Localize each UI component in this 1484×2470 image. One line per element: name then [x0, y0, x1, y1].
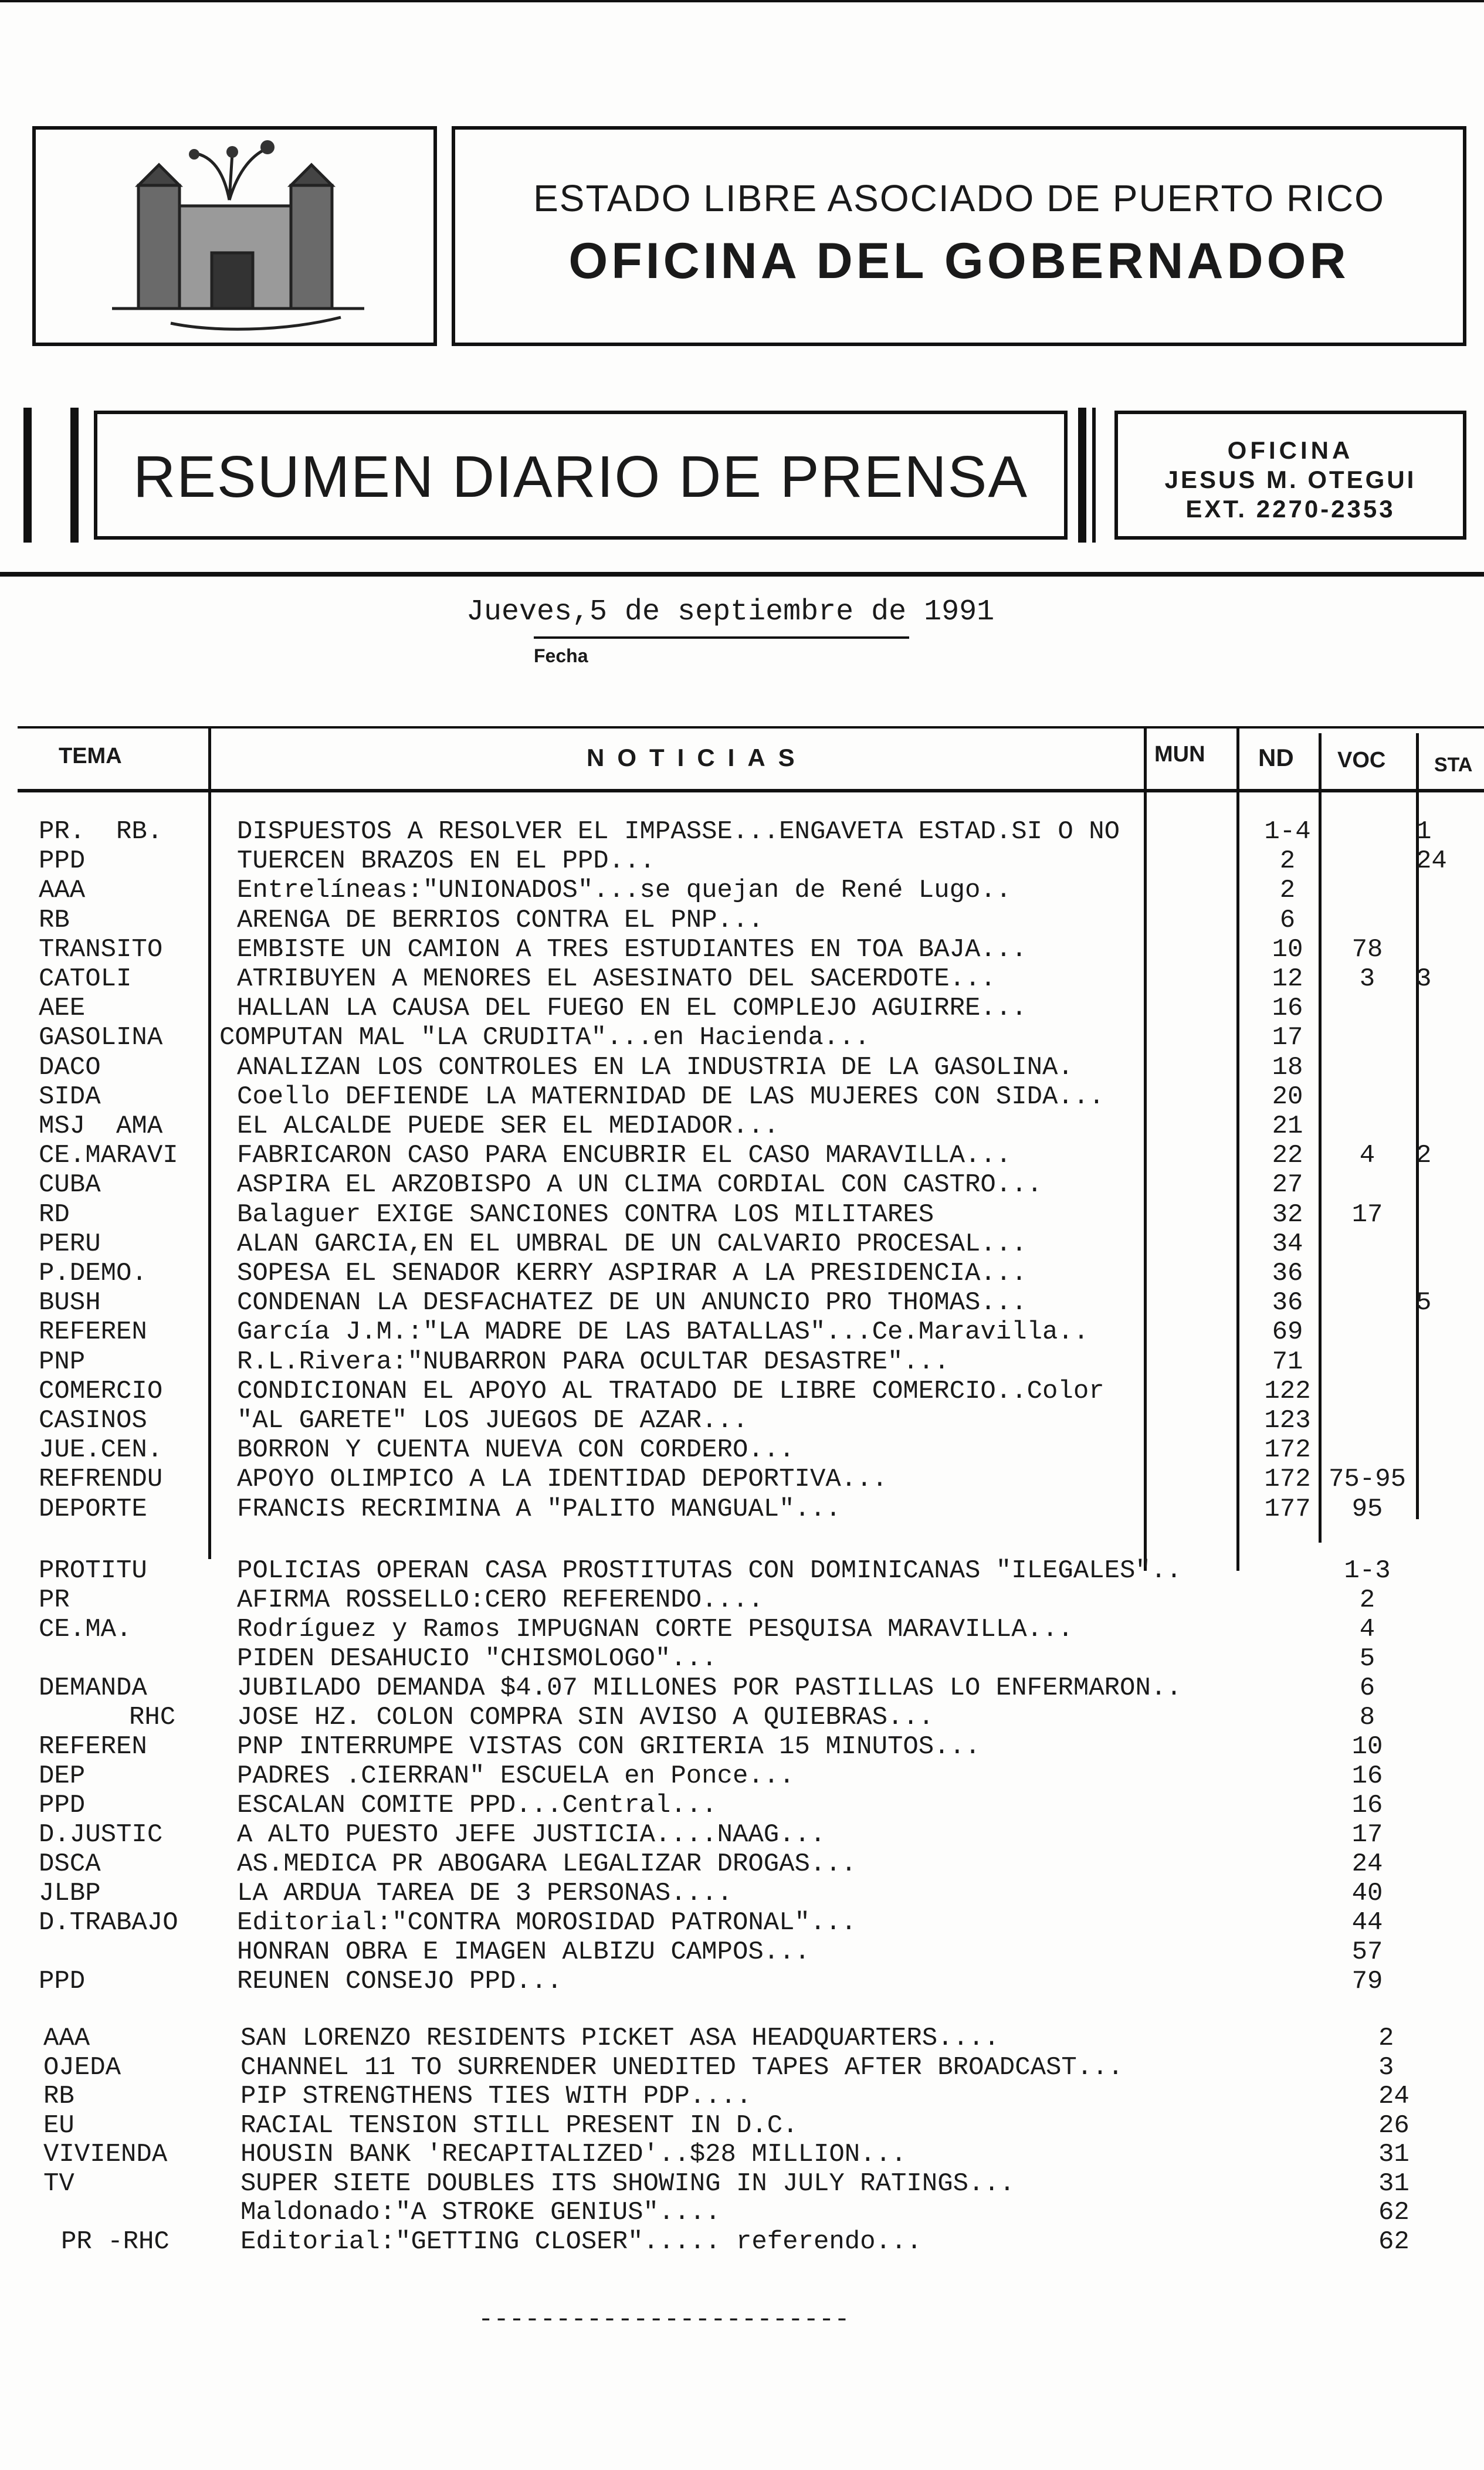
- row-tema: D.TRABAJO: [39, 1908, 178, 1937]
- table-row: [0, 1937, 1484, 1967]
- row-page: 17: [1351, 1820, 1383, 1849]
- footer-rule: ------------------------: [478, 2305, 850, 2335]
- row-tema: DEPORTE: [39, 1495, 147, 1524]
- date-label: Fecha: [534, 645, 588, 666]
- row-headline: PIP STRENGTHENS TIES WITH PDP....: [240, 2082, 752, 2111]
- table-row: [0, 2227, 1484, 2256]
- table-row: [0, 1082, 1484, 1112]
- date-value: Jueves,5 de septiembre de 1991: [466, 595, 995, 629]
- row-page: 79: [1351, 1967, 1383, 1996]
- row-nd-page: 10: [1272, 935, 1303, 964]
- row-page: 2: [1378, 2024, 1394, 2053]
- table-row: [0, 1703, 1484, 1732]
- row-headline: FRANCIS RECRIMINA A "PALITO MANGUAL"...: [237, 1495, 841, 1524]
- row-nd-page: 12: [1272, 964, 1303, 994]
- top-rule: [0, 0, 1484, 2]
- table-row: [0, 994, 1484, 1023]
- row-tema: JUE.CEN.: [39, 1435, 163, 1465]
- row-headline: Maldonado:"A STROKE GENIUS"....: [240, 2198, 721, 2227]
- table-row: [0, 1644, 1484, 1673]
- row-voc-page: 4: [1359, 1141, 1375, 1170]
- row-tema: JLBP: [39, 1879, 101, 1908]
- office-box: [1114, 411, 1466, 540]
- row-tema: OJEDA: [43, 2053, 121, 2082]
- row-tema: RHC: [129, 1703, 176, 1732]
- table-row: [0, 1673, 1484, 1703]
- row-page: 1-3: [1344, 1556, 1391, 1585]
- row-page: 40: [1351, 1879, 1383, 1908]
- row-page: 6: [1359, 1673, 1375, 1703]
- table-row: [0, 1585, 1484, 1615]
- row-headline: PIDEN DESAHUCIO "CHISMOLOGO"...: [237, 1644, 717, 1673]
- row-tema: EU: [43, 2111, 74, 2140]
- row-headline: BORRON Y CUENTA NUEVA CON CORDERO...: [237, 1435, 795, 1465]
- row-tema: REFEREN: [39, 1317, 147, 1347]
- row-tema: PPD: [39, 1791, 86, 1820]
- row-page: 44: [1351, 1908, 1383, 1937]
- row-headline: HONRAN OBRA E IMAGEN ALBIZU CAMPOS...: [237, 1937, 810, 1967]
- row-tema: AAA: [39, 876, 86, 905]
- row-headline: JUBILADO DEMANDA $4.07 MILLONES POR PASTILLAS LO ENFERMARON..: [237, 1673, 1182, 1703]
- row-nd-page: 17: [1272, 1023, 1303, 1052]
- row-nd-page: 36: [1272, 1259, 1303, 1288]
- row-headline: AS.MEDICA PR ABOGARA LEGALIZAR DROGAS...: [237, 1849, 857, 1879]
- table-row: [0, 2111, 1484, 2140]
- row-page: 31: [1378, 2140, 1410, 2169]
- row-headline: R.L.Rivera:"NUBARRON PARA OCULTAR DESASTRE"...: [237, 1347, 950, 1377]
- row-page: 57: [1351, 1937, 1383, 1967]
- row-headline: HOUSIN BANK 'RECAPITALIZED'..$28 MILLION...: [240, 2140, 907, 2169]
- row-tema: REFRENDU: [39, 1465, 163, 1494]
- row-headline: TUERCEN BRAZOS EN EL PPD...: [237, 846, 655, 876]
- table-row: [0, 1288, 1484, 1317]
- row-voc-page: 3: [1359, 964, 1375, 994]
- row-headline: ARENGA DE BERRIOS CONTRA EL PNP...: [237, 906, 764, 935]
- office-line-3: EXT. 2270-2353: [1185, 495, 1395, 523]
- table-row: [0, 1465, 1484, 1494]
- row-tema: MSJ AMA: [39, 1112, 163, 1141]
- row-tema: TV: [43, 2169, 74, 2198]
- row-tema: PR -RHC: [61, 2227, 170, 2256]
- row-page: 5: [1359, 1644, 1375, 1673]
- header-title-box: [452, 126, 1466, 346]
- row-page: 16: [1351, 1791, 1383, 1820]
- column-header-nd: ND: [1258, 744, 1294, 771]
- banner-mid-bar-1: [1078, 408, 1086, 543]
- table-row: [0, 1435, 1484, 1465]
- table-row: [0, 1908, 1484, 1937]
- row-headline: Editorial:"CONTRA MOROSIDAD PATRONAL"...: [237, 1908, 857, 1937]
- row-nd-page: 21: [1272, 1112, 1303, 1141]
- row-headline: SUPER SIETE DOUBLES ITS SHOWING IN JULY RATINGS...: [240, 2169, 1015, 2198]
- table-row: [0, 1170, 1484, 1200]
- row-headline: SOPESA EL SENADOR KERRY ASPIRAR A LA PRESIDENCIA...: [237, 1259, 1027, 1288]
- table-row: [0, 1377, 1484, 1406]
- table-row: [0, 1495, 1484, 1524]
- row-page: 3: [1378, 2053, 1394, 2082]
- row-page: 10: [1351, 1732, 1383, 1761]
- banner-mid-bar-2: [1092, 408, 1096, 543]
- row-tema: RB: [43, 2082, 74, 2111]
- row-headline: SAN LORENZO RESIDENTS PICKET ASA HEADQUARTERS....: [240, 2024, 1000, 2053]
- row-nd-page: 172: [1264, 1435, 1311, 1465]
- row-tema: PNP: [39, 1347, 86, 1377]
- row-headline: JOSE HZ. COLON COMPRA SIN AVISO A QUIEBRAS...: [237, 1703, 934, 1732]
- row-nd-page: 172: [1264, 1465, 1311, 1494]
- column-header-noticias: NOTICIAS: [587, 744, 808, 771]
- row-headline: APOYO OLIMPICO A LA IDENTIDAD DEPORTIVA...: [237, 1465, 887, 1494]
- row-nd-page: 22: [1272, 1141, 1303, 1170]
- row-sta-page: 1: [1416, 817, 1432, 846]
- row-headline: CHANNEL 11 TO SURRENDER UNEDITED TAPES AFTER BROADCAST...: [240, 2053, 1124, 2082]
- table-header-bottom-rule: [18, 789, 1484, 792]
- row-tema: CE.MARAVI: [39, 1141, 178, 1170]
- row-headline: ATRIBUYEN A MENORES EL ASESINATO DEL SACERDOTE...: [237, 964, 996, 994]
- row-tema: PERU: [39, 1229, 101, 1259]
- row-headline: POLICIAS OPERAN CASA PROSTITUTAS CON DOMINICANAS "ILEGALES"..: [237, 1556, 1182, 1585]
- emblem-box: [32, 126, 437, 346]
- row-headline: HALLAN LA CAUSA DEL FUEGO EN EL COMPLEJO AGUIRRE...: [237, 994, 1027, 1023]
- row-voc-page: 17: [1351, 1200, 1383, 1229]
- table-row: [0, 1879, 1484, 1908]
- row-tema: CUBA: [39, 1170, 101, 1200]
- row-sta-page: 5: [1416, 1288, 1432, 1317]
- row-headline: ASPIRA EL ARZOBISPO A UN CLIMA CORDIAL CON CASTRO...: [237, 1170, 1043, 1200]
- table-row: [0, 1259, 1484, 1288]
- row-tema: COMERCIO: [39, 1377, 163, 1406]
- table-header-top-rule: [18, 726, 1484, 729]
- header-line-2: OFICINA DEL GOBERNADOR: [568, 233, 1350, 289]
- date-underline: [534, 636, 909, 639]
- table-row: [0, 2024, 1484, 2053]
- row-headline: AFIRMA ROSSELLO:CERO REFERENDO....: [237, 1585, 764, 1615]
- table-row: [0, 1556, 1484, 1585]
- row-tema: PROTITU: [39, 1556, 147, 1585]
- table-row: [0, 1967, 1484, 1996]
- row-page: 2: [1359, 1585, 1375, 1615]
- row-nd-page: 18: [1272, 1053, 1303, 1082]
- row-headline: COMPUTAN MAL "LA CRUDITA"...en Hacienda...: [219, 1023, 870, 1052]
- row-tema: RB: [39, 906, 70, 935]
- table-row: [0, 1200, 1484, 1229]
- row-headline: FABRICARON CASO PARA ENCUBRIR EL CASO MARAVILLA...: [237, 1141, 1012, 1170]
- row-page: 4: [1359, 1615, 1375, 1644]
- row-nd-page: 69: [1272, 1317, 1303, 1347]
- row-tema: TRANSITO: [39, 935, 163, 964]
- table-row: [0, 876, 1484, 905]
- banner-title-box: [94, 411, 1068, 540]
- table-row: [0, 1820, 1484, 1849]
- row-headline: "AL GARETE" LOS JUEGOS DE AZAR...: [237, 1406, 748, 1435]
- table-row: [0, 906, 1484, 935]
- fortaleza-emblem-icon: [36, 130, 433, 343]
- row-tema: REFEREN: [39, 1732, 147, 1761]
- row-headline: Entrelíneas:"UNIONADOS"...se quejan de René Lugo..: [237, 876, 1012, 905]
- row-nd-page: 123: [1264, 1406, 1311, 1435]
- row-headline: PADRES .CIERRAN" ESCUELA en Ponce...: [237, 1761, 795, 1791]
- row-headline: ESCALAN COMITE PPD...Central...: [237, 1791, 717, 1820]
- row-headline: ANALIZAN LOS CONTROLES EN LA INDUSTRIA DE LA GASOLINA.: [237, 1053, 1073, 1082]
- row-sta-page: 24: [1416, 846, 1447, 876]
- row-nd-page: 122: [1264, 1377, 1311, 1406]
- row-nd-page: 177: [1264, 1495, 1311, 1524]
- header-line-1: ESTADO LIBRE ASOCIADO DE PUERTO RICO: [533, 177, 1385, 219]
- row-headline: ALAN GARCIA,EN EL UMBRAL DE UN CALVARIO PROCESAL...: [237, 1229, 1027, 1259]
- row-tema: DEP: [39, 1761, 86, 1791]
- row-tema: GASOLINA: [39, 1023, 163, 1052]
- office-line-1: OFICINA: [1227, 436, 1354, 464]
- row-voc-page: 78: [1351, 935, 1383, 964]
- table-row: [0, 1229, 1484, 1259]
- row-tema: BUSH: [39, 1288, 101, 1317]
- row-page: 62: [1378, 2198, 1410, 2227]
- row-tema: DEMANDA: [39, 1673, 147, 1703]
- row-headline: EMBISTE UN CAMION A TRES ESTUDIANTES EN TOA BAJA...: [237, 935, 1027, 964]
- table-row: [0, 1761, 1484, 1791]
- row-tema: DACO: [39, 1053, 101, 1082]
- row-tema: SIDA: [39, 1082, 101, 1112]
- table-row: [0, 1023, 1484, 1052]
- row-page: 16: [1351, 1761, 1383, 1791]
- row-headline: LA ARDUA TAREA DE 3 PERSONAS....: [237, 1879, 733, 1908]
- row-nd-page: 36: [1272, 1288, 1303, 1317]
- row-headline: Balaguer EXIGE SANCIONES CONTRA LOS MILITARES: [237, 1200, 934, 1229]
- row-voc-page: 75-95: [1328, 1465, 1407, 1494]
- row-tema: PPD: [39, 1967, 86, 1996]
- row-tema: AEE: [39, 994, 86, 1023]
- row-nd-page: 71: [1272, 1347, 1303, 1377]
- row-tema: VIVIENDA: [43, 2140, 168, 2169]
- row-nd-page: 27: [1272, 1170, 1303, 1200]
- table-row: [0, 1347, 1484, 1377]
- row-tema: PPD: [39, 846, 86, 876]
- banner-title: RESUMEN DIARIO DE PRENSA: [133, 444, 1029, 510]
- banner-rule: [0, 572, 1484, 577]
- row-tema: PR: [39, 1585, 70, 1615]
- row-tema: CASINOS: [39, 1406, 147, 1435]
- row-headline: A ALTO PUESTO JEFE JUSTICIA....NAAG...: [237, 1820, 826, 1849]
- table-row: [0, 1615, 1484, 1644]
- row-headline: Coello DEFIENDE LA MATERNIDAD DE LAS MUJERES CON SIDA...: [237, 1082, 1104, 1112]
- table-row: [0, 1791, 1484, 1820]
- table-row: [0, 1732, 1484, 1761]
- table-row: [0, 846, 1484, 876]
- row-voc-page: 95: [1351, 1495, 1383, 1524]
- row-sta-page: 3: [1416, 964, 1432, 994]
- row-headline: Editorial:"GETTING CLOSER"..... referendo...: [240, 2227, 922, 2256]
- row-nd-page: 6: [1279, 906, 1296, 935]
- column-header-tema: TEMA: [59, 744, 122, 768]
- table-row: [0, 964, 1484, 994]
- table-row: [0, 1849, 1484, 1879]
- table-row: [0, 2053, 1484, 2082]
- row-headline: EL ALCALDE PUEDE SER EL MEDIADOR...: [237, 1112, 780, 1141]
- row-headline: DISPUESTOS A RESOLVER EL IMPASSE...ENGAVETA ESTAD.SI O NO: [237, 817, 1120, 846]
- row-tema: P.DEMO.: [39, 1259, 147, 1288]
- table-row: [0, 2198, 1484, 2227]
- row-tema: DSCA: [39, 1849, 101, 1879]
- row-nd-page: 2: [1279, 876, 1296, 905]
- row-page: 24: [1351, 1849, 1383, 1879]
- table-row: [0, 1141, 1484, 1170]
- table-row: [0, 817, 1484, 846]
- banner-left-bar-1: [23, 408, 32, 543]
- row-headline: CONDENAN LA DESFACHATEZ DE UN ANUNCIO PRO THOMAS...: [237, 1288, 1027, 1317]
- table-row: [0, 935, 1484, 964]
- row-headline: García J.M.:"LA MADRE DE LAS BATALLAS"...Ce.Maravilla..: [237, 1317, 1089, 1347]
- column-header-mun: MUN: [1154, 742, 1205, 767]
- column-header-voc: VOC: [1337, 748, 1386, 772]
- row-nd-page: 20: [1272, 1082, 1303, 1112]
- row-nd-page: 34: [1272, 1229, 1303, 1259]
- row-tema: D.JUSTIC: [39, 1820, 163, 1849]
- row-sta-page: 2: [1416, 1141, 1432, 1170]
- row-tema: PR. RB.: [39, 817, 163, 846]
- column-header-sta: STA: [1434, 754, 1473, 776]
- table-row: [0, 1317, 1484, 1347]
- row-page: 26: [1378, 2111, 1410, 2140]
- row-headline: REUNEN CONSEJO PPD...: [237, 1967, 563, 1996]
- banner-left-bar-2: [70, 408, 79, 543]
- row-headline: Rodríguez y Ramos IMPUGNAN CORTE PESQUISA MARAVILLA...: [237, 1615, 1073, 1644]
- row-headline: RACIAL TENSION STILL PRESENT IN D.C.: [240, 2111, 798, 2140]
- table-row: [0, 2169, 1484, 2198]
- row-page: 24: [1378, 2082, 1410, 2111]
- row-headline: PNP INTERRUMPE VISTAS CON GRITERIA 15 MINUTOS...: [237, 1732, 981, 1761]
- row-nd-page: 32: [1272, 1200, 1303, 1229]
- row-nd-page: 2: [1279, 846, 1296, 876]
- row-tema: RD: [39, 1200, 70, 1229]
- row-headline: CONDICIONAN EL APOYO AL TRATADO DE LIBRE COMERCIO..Color: [237, 1377, 1104, 1406]
- office-line-2: JESUS M. OTEGUI: [1164, 466, 1417, 493]
- row-tema: CE.MA.: [39, 1615, 132, 1644]
- table-row: [0, 2140, 1484, 2169]
- row-nd-page: 16: [1272, 994, 1303, 1023]
- table-row: [0, 1053, 1484, 1082]
- row-page: 62: [1378, 2227, 1410, 2256]
- table-row: [0, 1112, 1484, 1141]
- table-row: [0, 1406, 1484, 1435]
- table-row: [0, 2082, 1484, 2111]
- row-nd-page: 1-4: [1264, 817, 1311, 846]
- row-page: 31: [1378, 2169, 1410, 2198]
- row-tema: AAA: [43, 2024, 90, 2053]
- row-tema: CATOLI: [39, 964, 132, 994]
- row-page: 8: [1359, 1703, 1375, 1732]
